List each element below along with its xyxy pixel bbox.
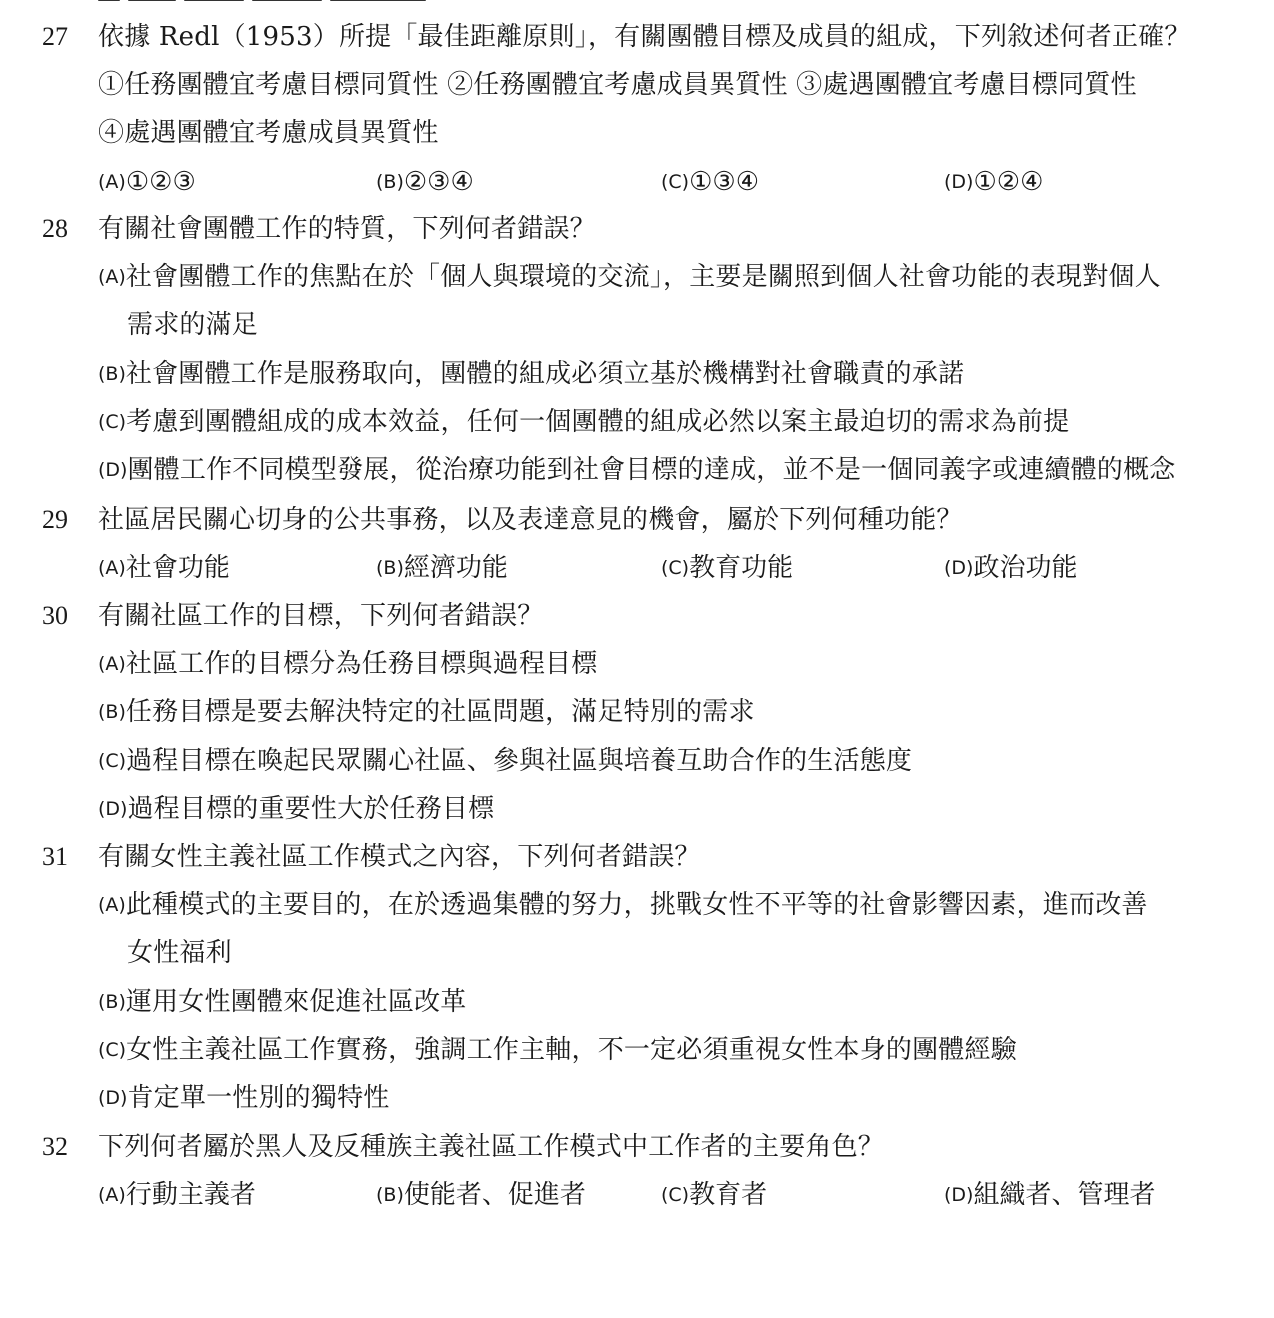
option-label: (A) — [98, 1184, 126, 1206]
option-a[interactable] — [98, 887, 1148, 923]
option-label: (B) — [376, 171, 404, 193]
option-a-continuation: 女性福利 — [127, 938, 232, 968]
option-text: 考慮到團體組成的成本效益，任何一個團體的組成必然以案主最迫切的需求為前提 — [126, 407, 1070, 437]
option-label: (A) — [98, 653, 126, 675]
option-a[interactable] — [98, 259, 1161, 295]
option-b[interactable] — [376, 164, 474, 200]
option-label: (C) — [98, 1039, 127, 1061]
option-c[interactable] — [661, 164, 759, 200]
option-text: 團體工作不同模型發展，從治療功能到社會目標的達成，並不是一個同義字或連續體的概念 — [127, 455, 1176, 485]
option-d[interactable] — [98, 452, 1175, 488]
question-stem: ④處遇團體宜考慮成員異質性 — [98, 118, 439, 148]
option-text: 運用女性團體來促進社區改革 — [125, 987, 467, 1017]
option-d[interactable] — [98, 1080, 389, 1116]
option-text: 社會團體工作是服務取向，團體的組成必須立基於機構對社會職責的承諾 — [125, 359, 965, 389]
option-text: 女性主義社區工作實務，強調工作主軸，不一定必須重視女性本身的團體經驗 — [126, 1035, 1017, 1065]
option-text: 經濟功能 — [403, 553, 508, 583]
option-a-continuation: 需求的滿足 — [127, 310, 259, 340]
option-label: (A) — [98, 894, 126, 916]
option-label: (B) — [98, 701, 126, 723]
option-a[interactable] — [98, 646, 597, 682]
option-text: ①③④ — [689, 167, 760, 197]
option-a[interactable] — [98, 550, 230, 586]
previous-question-cutoff — [98, 0, 438, 4]
option-label: (C) — [661, 171, 690, 193]
option-text: ①②④ — [973, 167, 1044, 197]
option-label: (C) — [98, 411, 127, 433]
option-text: 教育功能 — [689, 553, 794, 583]
option-text: 教育者 — [689, 1180, 768, 1210]
option-d[interactable] — [944, 164, 1043, 200]
option-c[interactable] — [98, 743, 912, 779]
question-number: 32 — [42, 1132, 68, 1161]
question-stem: 有關女性主義社區工作模式之內容，下列何者錯誤？ — [98, 842, 701, 872]
question-stem: 下列何者屬於黑人及反種族主義社區工作模式中工作者的主要角色？ — [98, 1132, 885, 1162]
option-text: 社會團體工作的焦點在於「個人與環境的交流」，主要是關照到個人社會功能的表現對個人 — [125, 262, 1161, 292]
option-a[interactable] — [98, 164, 196, 200]
question-number: 27 — [42, 22, 68, 51]
option-text: 此種模式的主要目的，在於透過集體的努力，挑戰女性不平等的社會影響因素，進而改善 — [125, 890, 1148, 920]
option-a[interactable] — [98, 1177, 256, 1213]
option-text: 使能者、促進者 — [403, 1180, 586, 1210]
question-stem: 有關社會團體工作的特質，下列何者錯誤？ — [98, 214, 596, 244]
option-label: (C) — [661, 1184, 690, 1206]
option-text: 肯定單一性別的獨特性 — [127, 1083, 390, 1113]
option-b[interactable] — [98, 694, 755, 730]
option-text: 任務目標是要去解決特定的社區問題，滿足特別的需求 — [125, 697, 755, 727]
option-label: (C) — [661, 557, 690, 579]
option-b[interactable] — [376, 1177, 586, 1213]
option-label: (D) — [98, 459, 128, 481]
question-number: 28 — [42, 214, 68, 243]
option-c[interactable] — [661, 550, 793, 586]
option-d[interactable] — [944, 1177, 1155, 1213]
option-label: (A) — [98, 171, 126, 193]
option-label: (D) — [944, 1184, 974, 1206]
question-number: 29 — [42, 505, 68, 534]
option-text: 過程目標的重要性大於任務目標 — [127, 794, 495, 824]
option-label: (B) — [98, 991, 126, 1013]
option-b[interactable] — [98, 356, 964, 392]
option-text: ①②③ — [125, 167, 196, 197]
option-c[interactable] — [98, 404, 1069, 440]
option-text: 政治功能 — [973, 553, 1078, 583]
question-stem: 社區居民關心切身的公共事務，以及表達意見的機會，屬於下列何種功能？ — [98, 505, 963, 535]
option-b[interactable] — [98, 984, 466, 1020]
option-label: (A) — [98, 266, 126, 288]
option-c[interactable] — [98, 1032, 1017, 1068]
option-label: (D) — [944, 171, 974, 193]
option-text: 社會功能 — [125, 553, 230, 583]
question-number: 30 — [42, 601, 68, 630]
question-stem: 有關社區工作的目標，下列何者錯誤？ — [98, 601, 544, 631]
option-label: (C) — [98, 750, 127, 772]
option-label: (B) — [376, 557, 404, 579]
option-text: 行動主義者 — [125, 1180, 256, 1210]
option-label: (D) — [98, 1087, 128, 1109]
option-label: (B) — [98, 363, 126, 385]
option-text: 社區工作的目標分為任務目標與過程目標 — [125, 649, 598, 679]
question-stem: 依據 Redl（1953）所提「最佳距離原則」，有關團體目標及成員的組成，下列敘述何者正確？ — [98, 22, 1191, 52]
option-b[interactable] — [376, 550, 508, 586]
option-label: (D) — [944, 557, 974, 579]
option-text: 過程目標在喚起民眾關心社區、參與社區與培養互助合作的生活態度 — [126, 746, 913, 776]
option-label: (B) — [376, 1184, 404, 1206]
option-label: (D) — [98, 798, 128, 820]
option-label: (A) — [98, 557, 126, 579]
option-c[interactable] — [661, 1177, 767, 1213]
question-number: 31 — [42, 842, 68, 871]
option-text: ②③④ — [403, 167, 474, 197]
option-d[interactable] — [98, 791, 494, 827]
option-d[interactable] — [944, 550, 1077, 586]
option-text: 組織者、管理者 — [973, 1180, 1156, 1210]
question-stem: ①任務團體宜考慮目標同質性 ②任務團體宜考慮成員異質性 ③處遇團體宜考慮目標同質性 — [98, 70, 1137, 100]
